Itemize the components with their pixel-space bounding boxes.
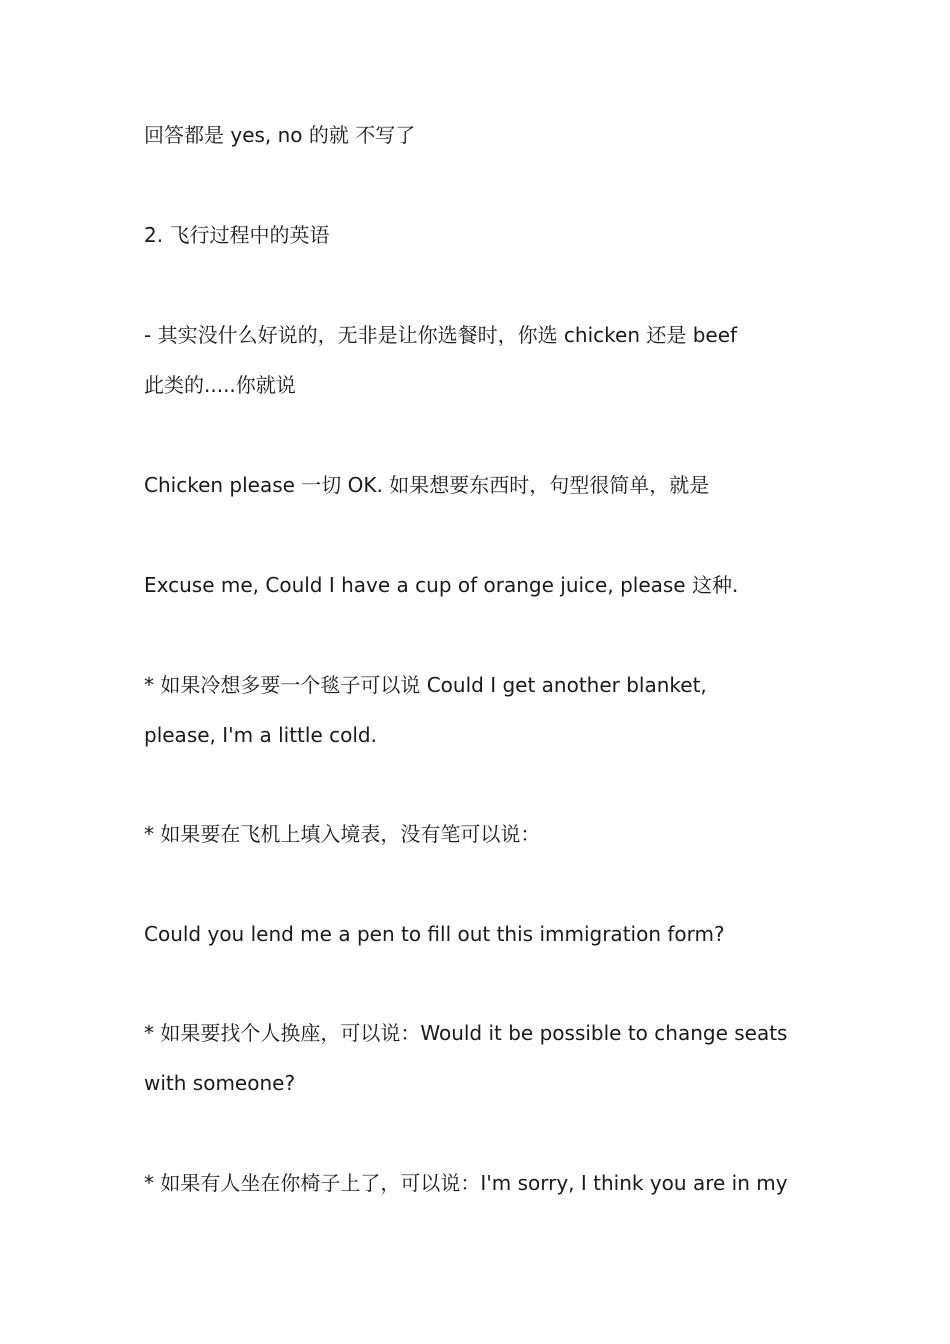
text-line-change-seats: * 如果要找个人换座，可以说：Would it be possible to change seats: [144, 1021, 788, 1045]
text-line-chicken-please: Chicken please 一切 OK. 如果想要东西时，句型很简单，就是: [144, 473, 710, 497]
text-line-meal-choice: - 其实没什么好说的，无非是让你选餐时，你选 chicken 还是 beef: [144, 323, 738, 347]
text-line-lend-pen: Could you lend me a pen to fill out this immigration form?: [144, 922, 725, 946]
text-line-meal-choice-cont: 此类的.....你就说: [144, 373, 296, 397]
text-line-wrong-seat: * 如果有人坐在你椅子上了，可以说：I'm sorry, I think you are in my: [144, 1171, 788, 1195]
text-line-blanket-cont: please, I'm a little cold.: [144, 723, 377, 747]
text-line-orange-juice: Excuse me, Could I have a cup of orange juice, please 这种.: [144, 573, 739, 597]
text-line-immigration-form: * 如果要在飞机上填入境表，没有笔可以说：: [144, 822, 541, 846]
section-heading: 2. 飞行过程中的英语: [144, 223, 330, 247]
text-line-blanket: * 如果冷想多要一个毯子可以说 Could I get another blanket,: [144, 673, 707, 697]
text-line-change-seats-cont: with someone?: [144, 1071, 296, 1095]
text-line-intro: 回答都是 yes, no 的就 不写了: [144, 123, 416, 147]
